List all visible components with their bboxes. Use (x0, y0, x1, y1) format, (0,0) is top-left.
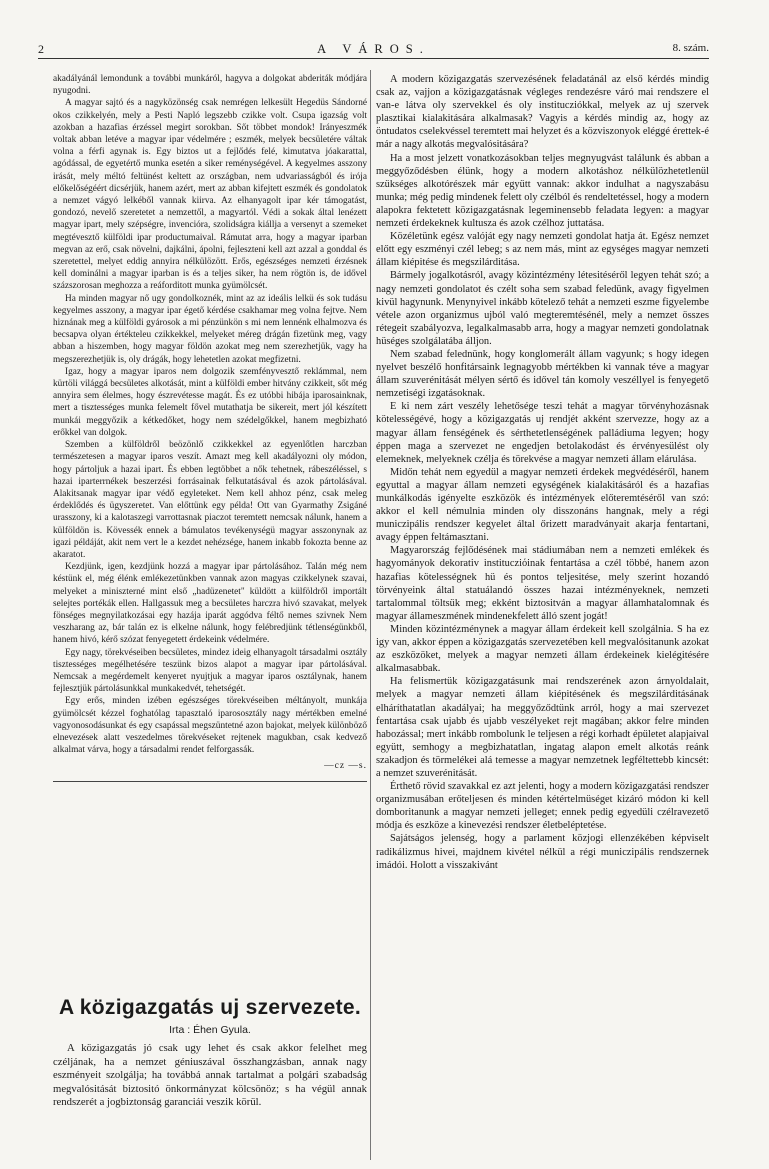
left-column (53, 73, 367, 782)
right-paragraph-7: Midőn tehát nem egyedül a magyar nemzeti érdekek megvédéséről, hanem egyuttal a magyar állam nemzeti egységének kialakitásáról és a hazafias munkálkodás igényelte eszközök és intézmények előteremtéséről van szó: akkor el kell némulnia minden oly disszonáns hangnak, mely a régi municzipális rendszer kegyelet által őrizett maradványait akarja fentartani, avagy éppen feltámasztani. (376, 466, 709, 544)
section-divider (53, 781, 367, 782)
article-paragraph-1: A közigazgatás jó csak ugy lehet és csak akkor felelhet meg czéljának, ha a nemzet géniuszával összhangzásban, annak nagy eszményeit szolgálja; ha továbbá annak tartalmat a polgári szabadság megvalósitását biztositó önkormányzat kölcsönöz; s ha végül annak rendszerét a jogbiztonság garanciái veszik körül. (53, 1042, 367, 1109)
left-paragraph-7: Egy nagy, törekvéseiben becsületes, mindez ideig elhanyagolt társadalmi osztály tisztességes megélhetésére teszünk bizos alapot a magyar ipar pártolásával. Nemcsak a megérdemelt kenyeret nyujtjuk a magyar iparos osztálynak, hanem fejlesztjük pártolásunkkal munkakedvét, tehetségét. (53, 647, 367, 695)
left-paragraph-8: Egy erős, minden izében egészséges törekvéseiben méltányolt, munkája gyümölcsét kézzel foghatólag tapasztaló iparososztály nagy mértékben emelné vagyonosodásunkat és egy csapással megszüntetné azon bajokat, melyek különböző elnevezések alatt veszedelmes törekvéseket rejtenek magukban, csak kedvező alkalmat várva, hogy a társadalmi rendet felforgassák. (53, 696, 367, 756)
article-title: A közigazgatás uj szervezete. (58, 996, 362, 1019)
right-paragraph-9: Minden közintézménynek a magyar állam érdekeit kell szolgálnia. S ha ez igy van, akkor éppen a közigazgatás szervezetében kell megvalósitanunk azokat az eszközöket, melyek a magyar nemzeti állam érdekeinek kielégitésére alkalmasabbak. (376, 623, 709, 675)
left-paragraph-3: Ha minden magyar nő ugy gondolkoznék, mint az az ideális lelkü és sok tudásu kegyelmes asszony, a magyar ipar égető kérdése csakhamar meg volna fejtve. Nem hiznának meg a külföldi gyárosok a mi pénzünkön s mi nem lennénk elhalmozva és becsapva olyan értékteleu czikkekkel, melyeket méreg drágán fizetünk meg, vagy abban a hiszemben, hogy magyar földön azokat meg nem szerezhetjük, vagy ha megszerezhetjük is, oly drágák, hogy lehetetlen azokat megfizetni. (53, 293, 367, 365)
issue-number: 8. szám. (672, 42, 709, 54)
right-paragraph-12: Sajátságos jelenség, hogy a parlament közjogi ellenzékében képviselt radikálizmus hivei, majdnem kivétel nélkül a régi municzipális rendszernek imádói. Holott a visszakivánt (376, 833, 709, 871)
right-paragraph-5: Nem szabad felednünk, hogy konglomerált állam vagyunk; s hogy idegen nyelvet beszélő honfitársaink legnagyobb mértékben ki vannak téve a magyar állam szuverénitását mélyen sértő és idővel tán komoly veszéllyel is fenyegető nemzetiségi izgatásoknak. (376, 348, 709, 400)
article-body (53, 1042, 367, 1110)
right-paragraph-8: Magyarország fejlődésének mai stádiumában nem a nemzeti emlékek és hagyományok dekorativ institucziόinak fentartása a czél többé, hanem azon hazafias kötelességnek hü és pontos teljesitése, mely szerint hozandó törvényeink által statuálandó összes hazai intézményeknek, nemzeti tartalommal töltsük meg; ekként biztositván a magyar államhatalomnak és magyar állameszmének mindenekfelett álló szent jogát! (376, 545, 709, 622)
article-byline: Irta : Éhen Gyula. (169, 1024, 251, 1036)
left-paragraph-5: Szemben a külföldről beözönlő czikkekkel az egyenlőtlen harczban természetesen a magyar iparos veszít. Amazt meg kell akadályozni oly módon, hogy pártoljuk a hazai ipart. És ebben legtöbbet a nők tehetnek, rábeszéléssel, s hazai iparterrnékek beszerzési forrásainak felkutatásával és azok pártolásával. Alakitsanak magyar ipar védő egyleteket. Nem kell ahhoz pénz, csak meleg érdeklődés és ügyszeretet. Van előttünk egy példa! Ott van Gyarmathy Zsigáné urasszony, ki a kalotaszegi varrottasnak piaczot teremtett nemcsak nálunk, hanem a külföldön is. Kövessék ennek a bámulatos tevékenységü magyar asszonynak az igazi példáját, akit nem vert le a kezdet nehézsége, hanem inkabb fokozta benne az akaratot. (53, 440, 367, 560)
right-paragraph-6: E ki nem zárt veszély lehetősége teszi tehát a magyar törvényhozásnak kötelességévé, hogy a közigazgatás uj rendjét akként szervezze, hogy az a magyar állam fenségének és sérthetetlenségének palládiuma legyen; hogy éppen maga a szervezet ne engedjen betolakodást és érvényesülést oly elemeknek, melyeknek czélja és törekvése a magyar nemzeti állam elárulása. (376, 401, 709, 465)
left-paragraph-1: akadályánál lemondunk a további munkáról, hagyva a dolgokat abderiták módjára nyugodni. (53, 74, 367, 97)
left-paragraph-4: Igaz, hogy a magyar iparos nem dolgozik szemfényvesztő reklámmal, nem kürtöli világgá becsületes alkotását, mint a külföldi ember hitvány czikkeit, sőt még annyira sem élelmes, hogy észrevétesse magát. És ez utóbbi hibája iparosainknak, mert a tisztességes munka felemelt fővel mutathatja be sikereit, mert jól készített munkái meggyőzik a kétkedőket, hogy nem szédelgőkkel, hanem megbizható erőkkel van dolgok. (53, 366, 367, 438)
right-paragraph-1: A modern közigazgatás szervezésének feladatánál az első kérdés mindig csak az, vajjon a közigazgatásnak végleges rendezésre váró mai rendszere el van-e látva oly szervekkel és oly institucziókkal, melyek az uj szervek plasztikai kialakitására alkalmasak? Vagyis a kérdés mindig az, hogy az öntudatos cselekvéssel teremtett mai helyzet és a közviszonyok eléggé érettek-é már a nagy alkotás megvalósitására? (376, 74, 709, 151)
right-column (376, 73, 709, 872)
newspaper-title: A VÁROS. (317, 42, 430, 56)
right-paragraph-2: Ha a most jelzett vonatkozásokban teljes megnyugvást találunk és abban a meggyőződésben élünk, hogy a modern alkotáshoz nélkülözhetetlenül szükséges alkotórészek már együtt vannak: akkor indulhat a nagyszabásu munka; még pedig mindenek felett oly czélból és rendeltetéssel, hogy a modern alapokra fektetett közigazgatásnak legeminensebb feladata legyen: a magyar nemzeti érdekeknek kultusza és azok czélhoz juttatása. (376, 152, 709, 230)
left-paragraph-6: Kezdjünk, igen, kezdjünk hozzá a magyar ipar pártolásához. Talán még nem késtünk el, még élénk emlékezetünkben vannak azon magyas czikkelynek szavai, melyeket a miniszterné mint első „hadüzenetet" küldött a külföldről importált selejtes portékák ellen. Hallgassuk meg a becsületes harczra hivó szavakat, melyek fönséges megnyilatkozásai egy hazája iparát aggódva féltő nemes szivnek Nem veszharang az, bár talán ez is elkelne nálunk, hogy felébredjünk tétlenségünkből, hanem hivó, kérő szózat fenyegetett érdekeink védelmére. (53, 562, 367, 646)
right-paragraph-3: Közéletünk egész valóját egy nagy nemzeti gondolat hatja át. Egész nemzet előtt egy eszményi czél lebeg; s az nem más, mint az egységes magyar nemzeti állam kiépitése és megszilárditása. (376, 231, 709, 269)
right-paragraph-4: Bármely jogalkotásról, avagy közintézmény létesitéséről legyen tehát szó; a nagy nemzeti gondolatot és czélt soha sem szabad feledünk, avagy figyelmen kivül hagynunk. Menynyivel inkább kötelező tehát a nemzeti eszme figyelembe vétele azon organizmus ujból való megteremtésénél, mely a nemzet összes rétegeit szabályozva, legalkalmasabb arra, hogy a magyar nemzeti gondolatnak hüséges szolgálatába álljon. (376, 270, 709, 347)
page-number: 2 (38, 42, 44, 56)
page-header (38, 40, 709, 59)
column-divider (370, 70, 371, 1160)
right-paragraph-11: Érthető rövid szavakkal ez azt jelenti, hogy a modern közigazgatási rendszer organizmusában erőteljesen és minden kétértelmüséget kizáró módon ki kell domboritanunk a magyar nemzeti jelleget; ennek pedig egyedüli czélravezető módja és eszköze a kinevezési rendszer életbeléptetése. (376, 781, 709, 832)
article-signature: —cz —s. (324, 761, 367, 772)
left-paragraph-2: A magyar sajtó és a nagyközönség csak nemrégen lelkesült Hegedüs Sándorné okos czikkelyén, mely a Pesti Napló legszebb czikke volt. Csupa igazság volt azokban a hazafias érzéssel megirt sorokban. Sőt többet mondok! Irányeszmék voltak abban letéve a magyar ipar védelmére ; eszmék, melyek becsületére váltak volna a férfi agynak is. Egy biztos ut a fejlődés felé, kimutatva jóakarattal, agódással, de egyetértő munka esetén a siker reménységével. A kegyelmes asszony irását, mely méltó feltünést keltett az országban, nem udvariasságból és irója előkelőségéért dicsérjük, hanem azért, mert az abban kifejtett eszmék és gondolatok a nemzet vágyó lelkéből vannak kiirva. Az elhanyagolt ipar kér támogatást, gondozó, nevelő szeretetet a nemzettől, a magyartól. Védi a sokak által lenézett magyar ipart, mely szépségre, invencióra, szolidságra kiállja a versenyt a szemeket megtévesztő külföldi ipar productumaival. Rámutat arra, hogy a magyar iparban megvan az erő, csak növelni, dajkálni, ápolni, fejleszteni kell azt azzal a gonddal és szeretettel, melyet eddig annyira nélkülözött. Erős, egészséges nemzeti érzésnek kell dominálni a magyar iparban is és a teljes siker, ha nem rögtön is, de idővel százszorosan meghozza a reáforditott munka gyümölcsét. (53, 98, 367, 292)
right-paragraph-10: Ha felismertük közigazgatásunk mai rendszerének azon árnyoldalait, melyek a magyar nemzeti állam kiépitésének és megszilárditásának elháríthatatlan akadályai; ha meggyőződtünk arról, hogy a mai szervezet fentartása csak ujabb és ujabb veszélyeket rejt magában; akkor felre minden habozással; mert inkább rombolunk le teljesen a régi korhadt épületet alapjaival együtt, semhogy a megbizhatatlan, ingatag alapon emelt alkotás reánk szakadjon és törmelékei alá temesse a magyar nemzetnek legféltettebb kincsét: a nemzet szuverénitását. (376, 676, 709, 779)
